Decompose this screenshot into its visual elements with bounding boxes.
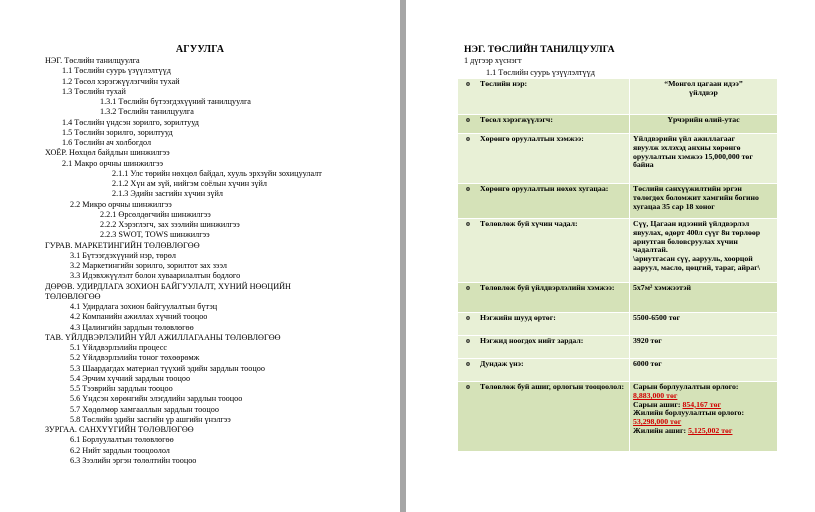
- bullet-icon: o: [466, 134, 470, 143]
- row-label: Төлөвлөж буй үйлдвэрлэлийн хэмжээ:: [480, 283, 615, 292]
- toc-item[interactable]: 2.1 Макро орчны шинжилгээ: [62, 158, 164, 168]
- table-row: [458, 115, 778, 134]
- bullet-icon: o: [466, 359, 470, 368]
- profit-amount: 854,167 төг: [682, 399, 722, 409]
- table-row: [458, 283, 778, 313]
- toc-item[interactable]: 3.1 Бүтээгдэхүүний нэр, төрөл: [70, 250, 176, 260]
- table-row: [458, 134, 778, 184]
- bullet-icon: o: [466, 283, 470, 292]
- row-value: 6000 төг: [633, 359, 662, 368]
- toc-item[interactable]: 1.5 Төслийн зорилго, зорилтууд: [62, 127, 173, 137]
- toc-item[interactable]: 2.1.3 Эдийн засгийн хүчин зүйл: [112, 189, 223, 199]
- toc-item[interactable]: 5.1 Үйлдвэрлэлийн процесс: [70, 343, 167, 352]
- table-row: [458, 184, 778, 219]
- row-value: 5х7м² хэмжээтэй: [633, 283, 691, 292]
- profit-label: Сарын борлуулалтын орлого:: [633, 382, 739, 391]
- table-row: [458, 219, 778, 283]
- profit-amount: 53,298,000 төг: [633, 417, 682, 427]
- table-row-profit: [458, 382, 778, 452]
- row-label: Төслийн нэр:: [480, 79, 528, 88]
- row-label: Төсөл хэрэгжүүлэгч:: [480, 115, 553, 124]
- section-title: НЭГ. ТӨСЛИЙН ТАНИЛЦУУЛГА: [464, 44, 615, 55]
- toc-item[interactable]: 4.3 Цалингийн зардлын төлөвлөгөө: [70, 322, 194, 332]
- toc-item[interactable]: 5.7 Хөдөлмөр хамгааллын зардлын тооцоо: [70, 404, 219, 414]
- row-value: явуулах, өдөрт 400л сүүг 8н төрлөөр: [633, 227, 761, 237]
- toc-item[interactable]: 2.2.2 Хэрэглэгч, зах зээлийн шинжилгээ: [100, 220, 240, 229]
- row-value: ариутган боловсруулах хүчин: [633, 236, 738, 246]
- toc-item[interactable]: НЭГ. Төслийн танилцуулга: [45, 56, 140, 65]
- bullet-icon: o: [466, 184, 470, 193]
- toc-item[interactable]: 6.2 Нийт зардлын тооцоолол: [70, 445, 170, 455]
- row-value: Сүү, Цагаан идээний үйлдвэрлэл: [633, 219, 750, 228]
- project-info-table: [457, 78, 778, 452]
- bullet-icon: o: [466, 79, 470, 88]
- toc-item[interactable]: 5.3 Шаардагдах материал түүхий эдийн зардлын тооцоо: [70, 363, 265, 373]
- toc-item[interactable]: 4.1 Удирдлага зохион байгуулалтын бүтэц: [70, 302, 218, 311]
- toc-item[interactable]: 1.3 Төслийн тухай: [62, 86, 126, 96]
- toc-item[interactable]: 5.6 Үндсэн хөрөнгийн элэгдлийн зардлын тооцоо: [70, 394, 243, 404]
- toc-title: АГУУЛГА: [175, 44, 225, 55]
- toc-item[interactable]: ДӨРӨВ. УДИРДЛАГА ЗОХИОН БАЙГУУЛАЛТ, ХҮНИЙ НӨӨЦИЙН: [45, 281, 291, 291]
- row-value: үйлдвэр: [689, 87, 718, 97]
- toc-item[interactable]: 4.2 Компанийн ажиллах хүчний тооцоо: [70, 312, 208, 322]
- toc-item[interactable]: ГУРАВ. МАРКЕТИНГИЙН ТӨЛӨВЛӨГӨӨ: [45, 240, 200, 250]
- toc-item[interactable]: ТӨЛӨВЛӨГӨӨ: [45, 291, 101, 301]
- toc-item[interactable]: 6.3 Зээлийн эргэн төлөлтийн тооцоо: [70, 455, 197, 465]
- row-label: Дундаж үнэ:: [480, 359, 524, 368]
- profit-label: Жилийн ашиг:: [633, 425, 689, 435]
- bullet-icon: o: [466, 382, 470, 391]
- row-value: хугацаа 35 сар 18 хоног: [633, 201, 715, 211]
- row-value: ааруул, масло, цөцгий, тараг, айраг\: [633, 262, 760, 272]
- toc-item[interactable]: 5.2 Үйлдвэрлэлийн тоног төхөөрөмж: [70, 353, 200, 363]
- row-value: Төслийн санхүүжилтийн эргэн: [633, 184, 742, 193]
- toc-item[interactable]: 5.8 Төслийн эдийн засгийн үр ашгийн үнэлгээ: [70, 414, 231, 424]
- profit-amount: 5,125,002 төг: [688, 425, 733, 435]
- toc-item[interactable]: 1.6 Төслийн ач холбогдол: [62, 138, 152, 147]
- profit-label: Сарын ашиг:: [633, 399, 683, 409]
- toc-item[interactable]: 2.2.3 SWOT, TOWS шинжилгээ: [100, 230, 210, 240]
- toc-item[interactable]: ХОЁР. Нөхцөл байдлын шинжилгээ: [45, 148, 170, 158]
- toc-item[interactable]: 2.1.1 Улс төрийн нөхцөл байдал, хууль эрхзүйн зохицуулалт: [112, 168, 322, 178]
- row-value: төлөгдөх боломжит хамгийн богино: [633, 192, 759, 202]
- toc-item[interactable]: 1.2 Төсөл хэрэгжүүлэгчийн тухай: [62, 76, 180, 86]
- row-value: 3920 төг: [633, 336, 662, 345]
- table-row: [458, 79, 778, 115]
- row-value: 5500-6500 төг: [633, 313, 681, 322]
- row-label: Хөрөнгө оруулалтын хэмжээ:: [480, 134, 584, 143]
- toc-item[interactable]: ТАВ. ҮЙЛДВЭРЛЭЛИЙН ҮЙЛ АЖИЛЛАГААНЫ ТӨЛӨВЛӨГӨӨ: [45, 332, 281, 342]
- toc-page: [0, 0, 400, 512]
- toc-item[interactable]: 3.2 Маркетингийн зорилго, зорилтот зах зээл: [70, 261, 227, 270]
- row-label: Төлөвлөж буй хүчин чадал:: [480, 219, 578, 228]
- toc-item[interactable]: 5.5 Тээврийн зардлын тооцоо: [70, 384, 173, 393]
- row-label: Нэгжийн шууд өртөг:: [480, 313, 556, 322]
- row-value: оруулалтын хэмжээ 15,000,000 төг: [633, 151, 753, 161]
- row-value: Үйлдвэрийн үйл ажиллагааг: [633, 134, 736, 143]
- toc-item[interactable]: 1.4 Төслийн үндсэн зорилго, зорилтууд: [62, 117, 199, 127]
- profit-amount: 8,883,000 төг: [633, 390, 678, 400]
- table-row: [458, 336, 778, 359]
- bullet-icon: o: [466, 313, 470, 322]
- bullet-icon: o: [466, 219, 470, 228]
- row-label: Нэгжид ноогдох нийт зардал:: [480, 336, 584, 345]
- toc-item[interactable]: 1.3.2 Төслийн танилцуулга: [100, 107, 194, 117]
- row-label: Төлөвлөж буй ашиг, орлогын тооцоолол:: [480, 382, 625, 391]
- toc-item[interactable]: ЗУРГАА. САНХҮҮГИЙН ТӨЛӨВЛӨГӨӨ: [45, 425, 194, 434]
- row-value: “Монгол цагаан идээ”: [664, 79, 743, 88]
- bullet-icon: o: [466, 115, 470, 124]
- bullet-icon: o: [466, 336, 470, 345]
- toc-item[interactable]: 1.1 Төслийн суурь үзүүлэлтүүд: [62, 66, 171, 76]
- table-caption: 1 дүгээр хүснэгт: [464, 56, 522, 65]
- toc-item[interactable]: 6.1 Борлуулалтын төлөвлөгөө: [70, 435, 174, 445]
- intro-page: [406, 0, 815, 512]
- toc-item[interactable]: 2.2 Микро орчны шинжилгээ: [70, 199, 172, 209]
- row-value: Үрчэрийн өлий-утас: [667, 115, 740, 124]
- profit-label: Жилийн борлуулалтын орлого:: [633, 408, 745, 418]
- toc-item[interactable]: 1.3.1 Төслийн бүтээгдэхүүний танилцуулга: [100, 97, 251, 106]
- row-label: Хөрөнгө оруулалтын нөхөх хугацаа:: [480, 184, 609, 193]
- table-subcaption: 1.1 Төслийн суурь үзүүлэлтүүд: [486, 68, 595, 77]
- toc-item[interactable]: 2.1.2 Хүн ам зүй, нийгэм соёлын хүчин зүйл: [112, 179, 267, 188]
- row-value: байна: [633, 160, 654, 170]
- row-value: чадалтай.: [633, 245, 668, 255]
- row-value: явуулж эхлэхэд анхны хөрөнгө: [633, 142, 741, 152]
- toc-item[interactable]: 2.2.1 Өрсөлдөгчийн шинжилгээ: [100, 209, 211, 219]
- table-row: [458, 313, 778, 336]
- toc-item[interactable]: 3.3 Идэвхжүүлэлт болон хуваарилалтын бодлого: [70, 271, 241, 281]
- toc-item[interactable]: 5.4 Эрчим хүчний зардлын тооцоо: [70, 373, 191, 383]
- row-value: \ариутгасан сүү, аарууль, хоорцой: [633, 254, 753, 264]
- table-row: [458, 359, 778, 382]
